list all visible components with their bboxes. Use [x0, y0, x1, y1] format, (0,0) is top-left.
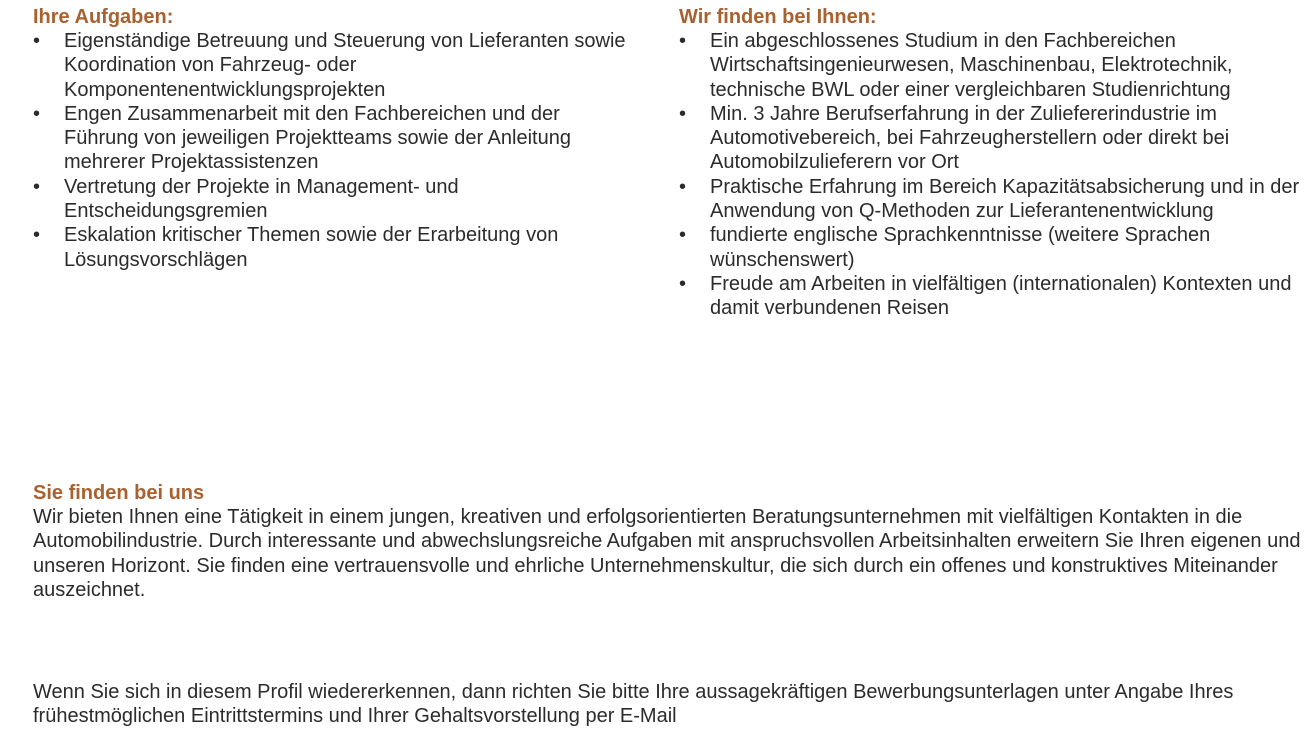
list-item-text: Engen Zusammenarbeit mit den Fachbereichen und der Führung von jeweiligen Projektteams sowie der Anleitung mehrerer Projektassistenzen: [64, 102, 571, 174]
list-item: [33, 29, 633, 102]
tasks-column: [33, 6, 633, 272]
apply-section: [33, 680, 1303, 729]
list-item: [679, 223, 1309, 272]
tasks-heading: Ihre Aufgaben:: [33, 6, 174, 28]
apply-paragraph: Wenn Sie sich in diesem Profil wiedererkennen, dann richten Sie bitte Ihre aussagekräftigen Bewerbungsunterlagen unter Angabe Ihres frühestmöglichen Eintrittstermins und Ihrer Gehaltsvorstellung per E-Mail: [33, 681, 1234, 728]
bullet-icon: •: [679, 224, 687, 247]
offer-heading: Sie finden bei uns: [33, 482, 205, 504]
bullet-icon: •: [33, 102, 41, 125]
list-item-text: Vertretung der Projekte in Management- und Entscheidungsgremien: [64, 175, 459, 223]
list-item-text: Eskalation kritischer Themen sowie der Erarbeitung von Lösungsvorschlägen: [64, 224, 559, 271]
list-item-text: Praktische Erfahrung im Bereich Kapazitätsabsicherung und in der Anwendung von Q-Methoden zur Lieferantenentwicklung: [710, 175, 1300, 223]
list-item: [679, 175, 1309, 224]
list-item-text: Min. 3 Jahre Berufserfahrung in der Zuliefererindustrie im Automotivebereich, bei Fahrzeugherstellern oder direkt bei Automobilzulieferern vor Ort: [710, 102, 1230, 174]
bullet-icon: •: [679, 175, 687, 198]
offer-section: [33, 482, 1303, 602]
bullet-icon: •: [679, 30, 687, 52]
bullet-icon: •: [33, 175, 41, 198]
requirements-heading: Wir finden bei Ihnen:: [679, 6, 877, 28]
list-item: [33, 223, 633, 272]
list-item-text: Eigenständige Betreuung und Steuerung von Lieferanten sowie Koordination von Fahrzeug- oder Komponentenentwicklungsprojekten: [64, 30, 626, 101]
list-item: [33, 175, 633, 224]
list-item-text: Freude am Arbeiten in vielfältigen (internationalen) Kontexten und damit verbundenen Reisen: [710, 272, 1292, 320]
bullet-icon: •: [679, 272, 687, 295]
bullet-icon: •: [33, 30, 41, 52]
tasks-list: [33, 29, 633, 272]
list-item-text: Ein abgeschlossenes Studium in den Fachbereichen Wirtschaftsingenieurwesen, Maschinenbau, Elektrotechnik, technische BWL oder einer vergleichbaren Studienrichtung: [710, 30, 1233, 101]
offer-paragraph: Wir bieten Ihnen eine Tätigkeit in einem jungen, kreativen und erfolgsorientierten Beratungsunternehmen mit vielfältigen Kontakten in die Automobilindustrie. Durch interessante und abwechslungsreiche Aufgaben mit anspruchsvollen Arbeitsinhalten erweitern Sie Ihren eigenen und unseren Horizont. Sie finden eine vertrauensvolle und ehrliche Unternehmenskultur, die sich durch ein offenes und konstruktives Miteinander auszeichnet.: [33, 506, 1301, 601]
list-item: [33, 102, 633, 175]
list-item: [679, 102, 1309, 175]
list-item-text: fundierte englische Sprachkenntnisse (weitere Sprachen wünschenswert): [710, 224, 1211, 271]
requirements-column: [679, 6, 1309, 321]
list-item: [679, 272, 1309, 321]
bullet-icon: •: [679, 102, 687, 125]
bullet-icon: •: [33, 224, 41, 247]
list-item: [679, 29, 1309, 102]
requirements-list: [679, 29, 1309, 321]
